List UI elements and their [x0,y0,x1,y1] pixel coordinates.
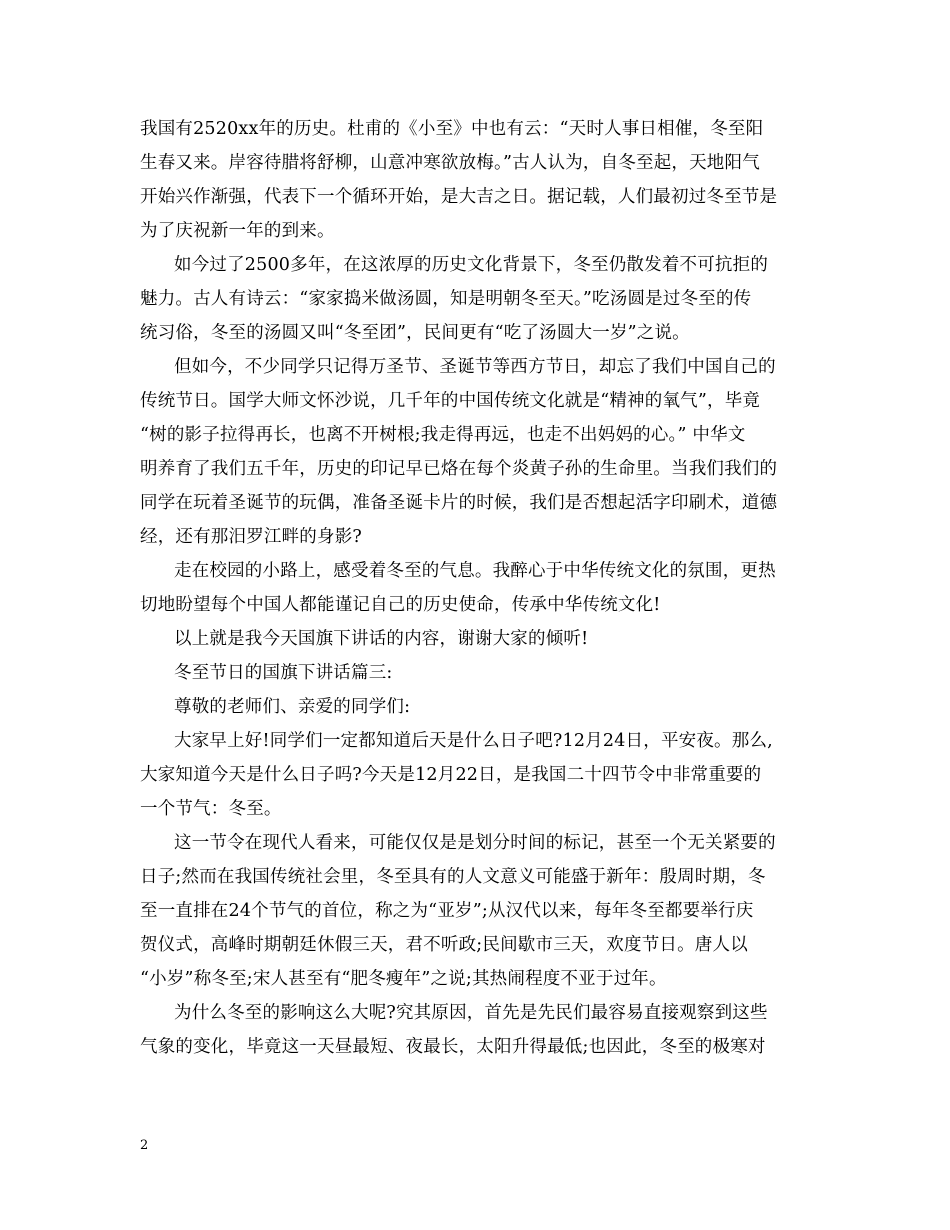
text-line: 大家知道今天是什么日子吗?今天是12月22日，是我国二十四节令中非常重要的 [140,765,762,785]
text-line: 传统节日。国学大师文怀沙说，几千年的中国传统文化就是“精神的氧气”，毕竟 [140,391,761,411]
text-line: 为了庆祝新一年的到来。 [140,221,335,241]
text-line: 为什么冬至的影响这么大呢?究其原因，首先是先民们最容易直接观察到这些 [174,1003,768,1023]
text-line: 如今过了2500多年，在这浓厚的历史文化背景下，冬至仍散发着不可抗拒的 [174,255,769,275]
text-line: 经，还有那汨罗江畔的身影? [140,527,362,547]
text-line: 明养育了我们五千年，历史的印记早已烙在每个炎黄子孙的生命里。当我们我们的 [140,459,778,479]
text-line: “小岁”称冬至;宋人甚至有“肥冬瘦年”之说;其热闹程度不亚于过年。 [140,969,667,989]
document-body [140,112,820,1064]
text-line: 大家早上好!同学们一定都知道后天是什么日子吧?12月24日，平安夜。那么, [174,731,773,751]
text-line: 统习俗，冬至的汤圆又叫“冬至团”，民间更有“吃了汤圆大一岁”之说。 [140,323,690,343]
text-line: 我国有2520xx年的历史。杜甫的《小至》中也有云：“天时人事日相催，冬至阳 [140,119,764,139]
text-line: “树的影子拉得再长，也离不开树根;我走得再远，也走不出妈妈的心。” 中华文 [140,425,746,445]
text-line: 至一直排在24个节气的首位，称之为“亚岁”;从汉代以来，每年冬至都要举行庆 [140,901,754,921]
text-line: 魅力。古人有诗云：“家家捣米做汤圆，知是明朝冬至天。”吃汤圆是过冬至的传 [140,289,752,309]
text-line: 走在校园的小路上，感受着冬至的气息。我醉心于中华传统文化的氛围，更热 [174,561,776,581]
text-line: 气象的变化，毕竟这一天昼最短、夜最长，太阳升得最低;也因此，冬至的极寒对 [140,1037,766,1057]
text-line: 这一节令在现代人看来，可能仅仅是是划分时间的标记，甚至一个无关紧要的 [174,833,776,853]
text-line: 尊敬的老师们、亲爱的同学们: [174,697,411,717]
text-line: 开始兴作渐强，代表下一个循环开始，是大吉之日。据记载，人们最初过冬至节是 [140,187,778,207]
text-line: 以上就是我今天国旗下讲话的内容，谢谢大家的倾听! [174,629,589,649]
text-line: 同学在玩着圣诞节的玩偶，准备圣诞卡片的时候，我们是否想起活字印刷术，道德 [140,493,778,513]
page-number: 2 [140,1138,149,1153]
text-line: 日子;然而在我国传统社会里，冬至具有的人文意义可能盛于新年：殷周时期，冬 [140,867,766,887]
text-line: 生春又来。岸容待腊将舒柳，山意冲寒欲放梅。”古人认为，自冬至起，天地阳气 [140,153,760,173]
text-line: 冬至节日的国旗下讲话篇三: [174,663,393,683]
text-line: 但如今，不少同学只记得万圣节、圣诞节等西方节日，却忘了我们中国自己的 [174,357,776,377]
text-line: 一个节气：冬至。 [140,799,282,819]
text-line: 贺仪式，高峰时期朝廷休假三天，君不听政;民间歇市三天，欢度节日。唐人以 [140,935,748,955]
text-line: 切地盼望每个中国人都能谨记自己的历史使命，传承中华传统文化! [140,595,661,615]
